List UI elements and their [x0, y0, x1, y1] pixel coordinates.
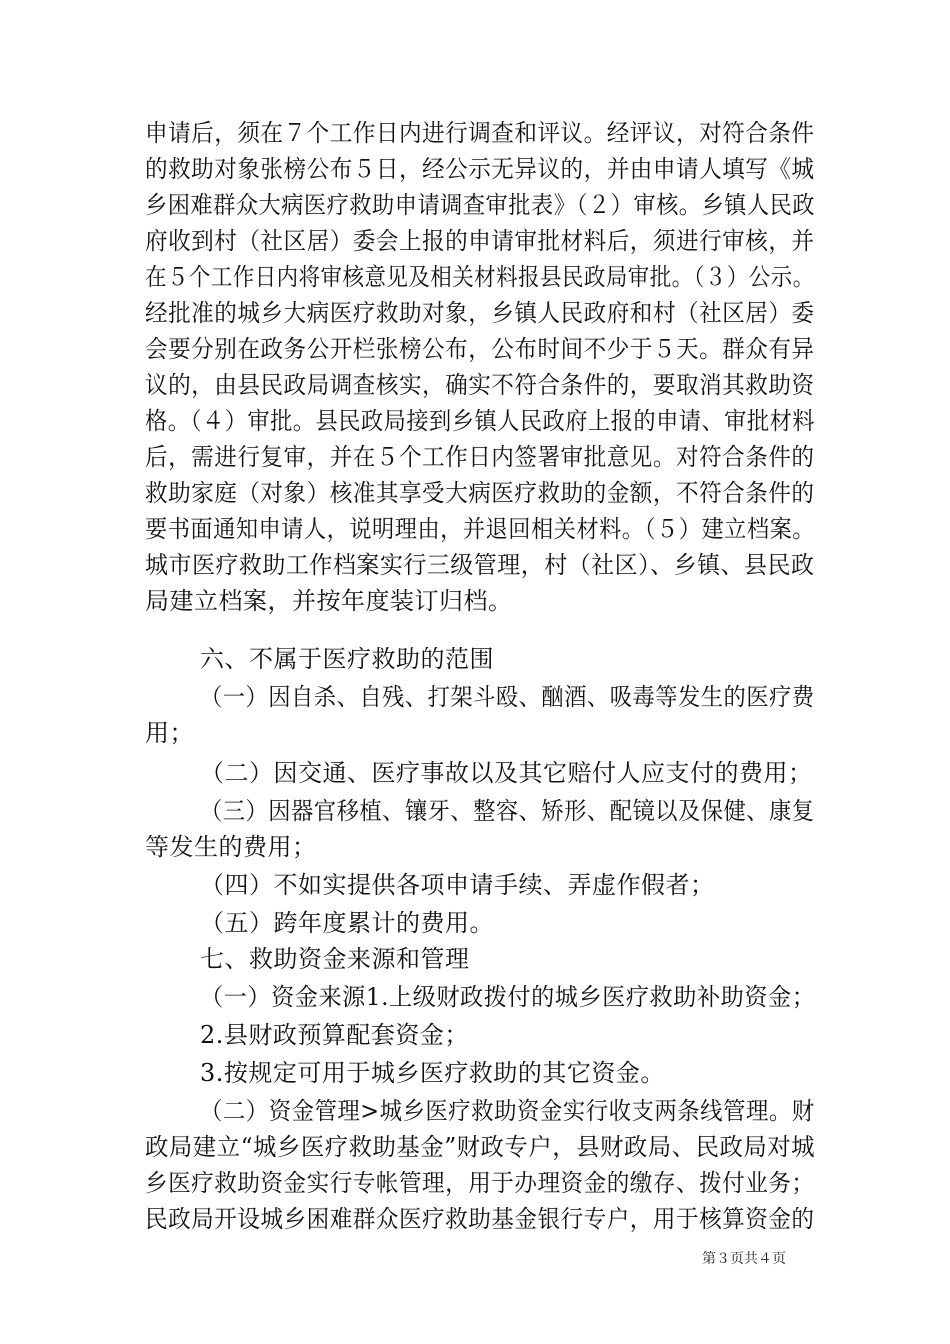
text-line: 民政局开设城乡困难群众医疗救助基金银行专户，用于核算资金的	[145, 1205, 815, 1233]
text-line: 在５个工作日内将审核意见及相关材料报县民政局审批。（３）公示。	[145, 263, 815, 291]
text-line: 乡医疗救助资金实行专帐管理，用于办理资金的缴存、拨付业务；	[145, 1169, 815, 1197]
text-line: 后，需进行复审，并在５个工作日内签署审批意见。对符合条件的	[145, 443, 815, 471]
text-line: 的救助对象张榜公布５日，经公示无异议的，并由申请人填写《城	[145, 155, 815, 183]
list-item: （一）因自杀、自残、打架斗殴、酗酒、吸毒等发生的医疗费	[200, 683, 815, 711]
text-line: 乡困难群众大病医疗救助申请调查审批表》（２）审核。乡镇人民政	[145, 191, 816, 219]
list-item: （一）资金来源1.上级财政拨付的城乡医疗救助补助资金；	[200, 983, 816, 1011]
list-item: 2.县财政预算配套资金；	[200, 1021, 469, 1049]
page-number: 第３页共４页	[702, 1251, 786, 1267]
list-item: （二）因交通、医疗事故以及其它赔付人应支付的费用；	[200, 759, 813, 787]
text-line: 议的，由县民政局调查核实，确实不符合条件的，要取消其救助资	[145, 371, 815, 399]
section-heading: 六、不属于医疗救助的范围	[200, 645, 494, 673]
list-item: 3.按规定可用于城乡医疗救助的其它资金。	[200, 1059, 665, 1087]
text-line: 要书面通知申请人，说明理由，并退回相关材料。（５）建立档案。	[145, 515, 816, 543]
section-heading: 七、救助资金来源和管理	[200, 945, 470, 973]
text-line: 局建立档案，并按年度装订归档。	[145, 587, 513, 615]
text-line: 等发生的费用；	[145, 833, 317, 861]
list-item: （四）不如实提供各项申请手续、弄虚作假者；	[200, 871, 715, 899]
text-line: 用；	[145, 719, 194, 747]
text-line: 经批准的城乡大病医疗救助对象，乡镇人民政府和村（社区居）委	[145, 299, 815, 327]
text-line: 救助家庭（对象）核准其享受大病医疗救助的金额，不符合条件的	[145, 479, 815, 507]
text-line: 会要分别在政务公开栏张榜公布，公布时间不少于５天。群众有异	[145, 335, 815, 363]
text-line: 府收到村（社区居）委会上报的申请审批材料后，须进行审核，并	[145, 227, 815, 255]
text-line: 政局建立“城乡医疗救助基金”财政专户，县财政局、民政局对城	[145, 1133, 816, 1161]
list-item: （二）资金管理>城乡医疗救助资金实行收支两条线管理。财	[200, 1097, 815, 1125]
text-line: 格。（４）审批。县民政局接到乡镇人民政府上报的申请、审批材料	[145, 407, 816, 435]
list-item: （五）跨年度累计的费用。	[200, 909, 494, 937]
list-item: （三）因器官移植、镶牙、整容、矫形、配镜以及保健、康复	[200, 797, 815, 825]
text-line: 申请后，须在７个工作日内进行调查和评议。经评议，对符合条件	[145, 119, 815, 147]
text-line: 城市医疗救助工作档案实行三级管理，村（社区）、乡镇、县民政	[145, 551, 815, 579]
